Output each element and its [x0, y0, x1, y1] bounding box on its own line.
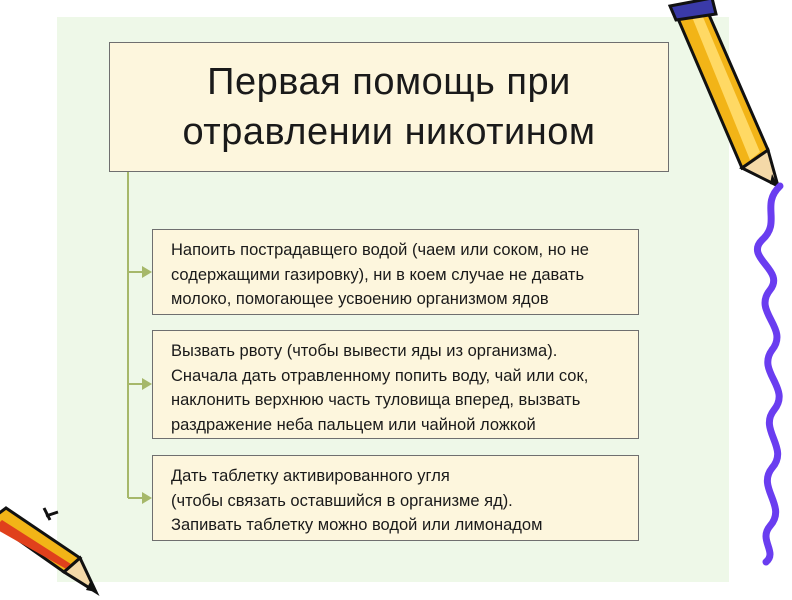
step-1-line-2: содержащими газировку), ни в коем случае не давать — [171, 265, 585, 284]
connector-arrow-2 — [128, 378, 152, 390]
step-2-line-3: наклонить верхнюю часть туловища вперед, вызвать — [171, 391, 581, 409]
step-box-vomit — [152, 330, 639, 439]
step-box-drink — [152, 229, 639, 315]
step-1-line-3: молоко, помогающее усвоению организмом ядов — [171, 290, 549, 308]
step-2-line-2: Сначала дать отравленному попить воду, чай или сок, — [171, 366, 589, 385]
title-box — [109, 42, 669, 172]
step-3-line-1: Дать таблетку активированного угля — [171, 467, 450, 485]
step-2-line-4: раздражение неба пальцем или чайной ложкой — [171, 415, 536, 434]
page-title — [182, 57, 595, 157]
step-box-charcoal — [152, 455, 639, 541]
title-line-2: отравлении никотином — [182, 111, 596, 153]
step-3-line-2: (чтобы связать оставшийся в организме яд). — [171, 491, 513, 510]
step-1-line-1: Напоить пострадавщего водой (чаем или соком, но не — [171, 241, 589, 259]
step-2-line-1: Вызвать рвоту (чтобы вывести яды из организма). — [171, 342, 558, 360]
connector-arrow-3 — [128, 492, 152, 504]
connector-arrow-1 — [128, 266, 152, 278]
title-line-1: Первая помощь при — [207, 61, 571, 103]
step-3-line-3: Запивать таблетку можно водой или лимонадом — [171, 516, 543, 534]
